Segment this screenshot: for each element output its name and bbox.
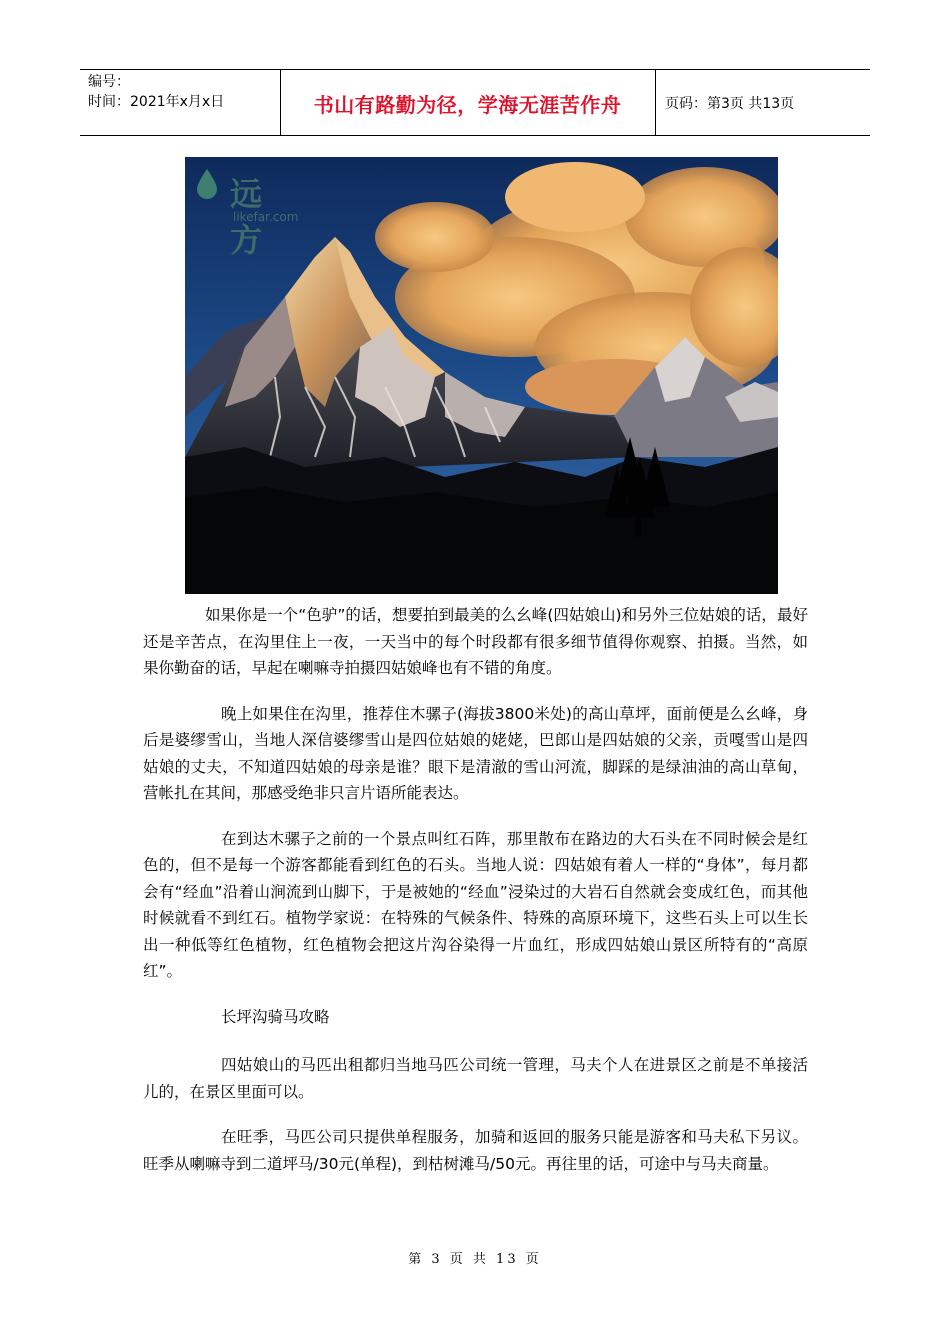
paragraph: 如果你是一个“色驴”的话，想要拍到最美的么幺峰(四姑娘山)和另外三位姑娘的话，最好还是辛苦点，在沟里住上一夜，一天当中的每个时段都有很多细节值得你观察、拍摄。当然，如果你勤奋的话，早起在喇嘛寺拍摄四姑娘峰也有不错的角度。 [143, 606, 808, 677]
header-meta [88, 72, 224, 112]
page-footer: 第 3 页 共 13 页 [408, 1252, 542, 1267]
paragraph: 在到达木骡子之前的一个景点叫红石阵，那里散布在路边的大石头在不同时候会是红色的，但不是每一个游客都能看到红色的石头。当地人说：四姑娘有着人一样的“身体”，每月都会有“经血”沿着山涧流到山脚下，于是被她的“经血”浸染过的大岩石自然就会变成红色，而其他时候就看不到红石。植物学家说：在特殊的气候条件、特殊的高原环境下，这些石头上可以生长出一种低等红色植物，红色植物会把这片沟谷染得一片血红，形成四姑娘山景区所特有的“高原红”。 [143, 829, 808, 980]
article-body [143, 602, 808, 1196]
document-number-label: 编号： [88, 74, 130, 90]
header-bottom-rule [80, 135, 870, 136]
paragraph: 晚上如果住在沟里，推荐住木骡子(海拔3800米处)的高山草坪，面前便是么幺峰，身后是婆缪雪山，当地人深信婆缪雪山是四位姑娘的姥姥，巴郎山是四姑娘的父亲，贡嘎雪山是四姑娘的丈夫，不知道四姑娘的母亲是谁？眼下是清澈的雪山河流，脚踩的是绿油油的高山草甸，营帐扎在其间，那感受绝非只言片语所能表达。 [143, 704, 808, 802]
header-motto: 书山有路勤为径，学海无涯苦作舟 [313, 93, 622, 117]
document-date-label: 时间：2021年x月x日 [88, 94, 225, 110]
paragraph: 四姑娘山的马匹出租都归当地马匹公司统一管理，马夫个人在进景区之前是不单接活儿的，在景区里面可以。 [143, 1056, 808, 1101]
watermark-url: likefar.com [233, 210, 299, 224]
mountain-photo [185, 157, 778, 594]
drop-icon [197, 169, 217, 199]
paragraph: 在旺季，马匹公司只提供单程服务，加骑和返回的服务只能是游客和马夫私下另议。旺季从喇嘛寺到二道坪马/30元(单程)，到枯树滩马/50元。再往里的话，可途中与马夫商量。 [143, 1128, 808, 1173]
watermark-brand: 远方 [230, 175, 265, 259]
header-divider-right [655, 69, 656, 135]
section-heading: 长坪沟骑马攻略 [221, 1007, 330, 1026]
header-top-rule [80, 69, 870, 70]
header-page-info: 页码：第3页 共13页 [665, 96, 795, 112]
